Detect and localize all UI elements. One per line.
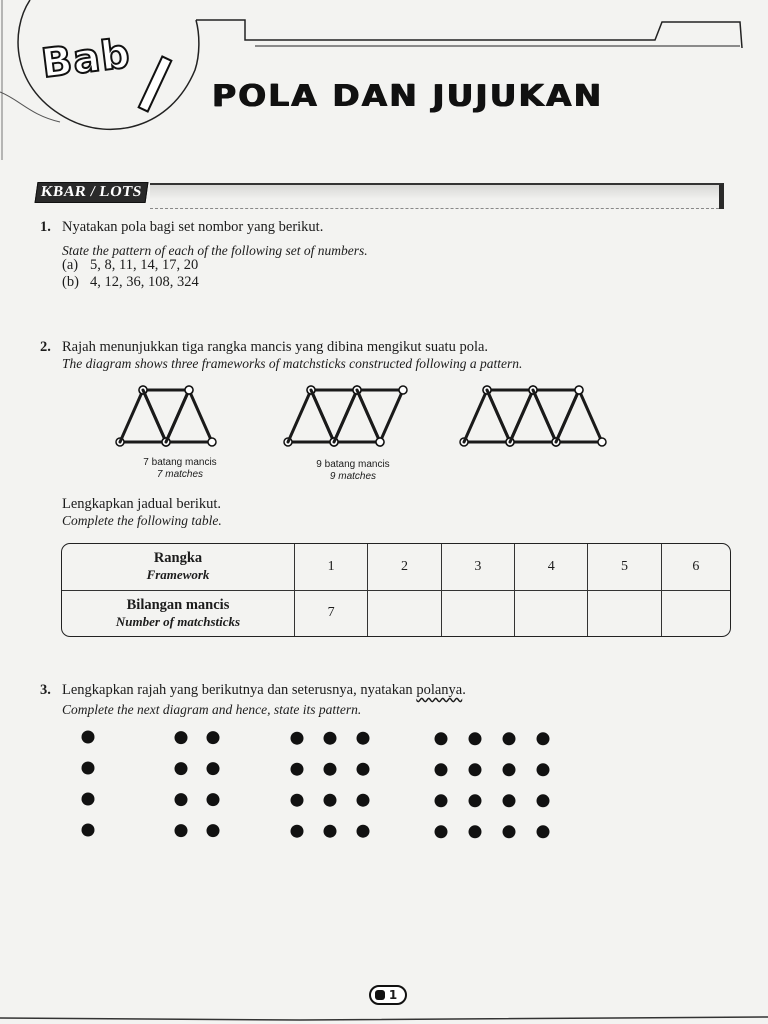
pattern-dot bbox=[291, 825, 304, 838]
pattern-dot bbox=[207, 731, 220, 744]
row-header-matchsticks bbox=[62, 590, 295, 636]
framework-cell: 5 bbox=[588, 544, 661, 590]
table-instruction-en: Complete the following table. bbox=[62, 513, 222, 528]
question-number: 1. bbox=[40, 219, 51, 235]
matchstick-head bbox=[399, 386, 407, 394]
pattern-dot bbox=[503, 763, 516, 776]
text-part: . bbox=[462, 682, 466, 698]
section-bar bbox=[150, 183, 724, 209]
pattern-dot bbox=[207, 824, 220, 837]
pattern-dot bbox=[503, 732, 516, 745]
pattern-dot bbox=[291, 763, 304, 776]
pattern-dot bbox=[357, 825, 370, 838]
header-en: Number of matchsticks bbox=[115, 613, 241, 629]
pattern-dot bbox=[435, 732, 448, 745]
question-number: 2. bbox=[40, 339, 51, 355]
matchstick bbox=[556, 390, 579, 442]
section-badge: KBAR / LOTS bbox=[35, 182, 148, 203]
header-ms: Bilangan mancis bbox=[126, 596, 230, 613]
pattern-dot bbox=[469, 763, 482, 776]
matchstick-table bbox=[61, 543, 731, 637]
item-text: 4, 12, 36, 108, 324 bbox=[90, 274, 199, 290]
table-row bbox=[62, 590, 730, 636]
matchstick bbox=[189, 390, 212, 442]
pattern-dot bbox=[82, 762, 95, 775]
matchstick-framework bbox=[460, 386, 606, 446]
question-1-item-b bbox=[62, 274, 199, 291]
pattern-dot bbox=[207, 762, 220, 775]
pattern-dot bbox=[324, 732, 337, 745]
chapter-label: Bab bbox=[38, 30, 134, 88]
matchstick bbox=[311, 390, 334, 442]
pattern-dot bbox=[324, 825, 337, 838]
caption-en: 7 matches bbox=[156, 469, 204, 480]
matchstick bbox=[357, 390, 380, 442]
matchstick-framework bbox=[284, 386, 407, 446]
page-number: 1 bbox=[388, 988, 398, 1002]
pattern-dot bbox=[503, 794, 516, 807]
pattern-dot bbox=[324, 794, 337, 807]
matchstick bbox=[166, 390, 189, 442]
table-instruction-ms: Lengkapkan jadual berikut. bbox=[62, 496, 222, 512]
page-title: POLA DAN JUJUKAN bbox=[212, 77, 604, 114]
caption-en: 9 matches bbox=[329, 471, 377, 482]
pattern-dot bbox=[207, 793, 220, 806]
matchstick bbox=[487, 390, 510, 442]
matchstick-count-cell[interactable] bbox=[661, 590, 730, 636]
pattern-dot bbox=[435, 825, 448, 838]
matchstick bbox=[143, 390, 166, 442]
question-1-item-a bbox=[62, 257, 198, 274]
pattern-dot bbox=[357, 763, 370, 776]
matchstick bbox=[579, 390, 602, 442]
matchstick-head bbox=[208, 438, 216, 446]
framework-cell: 6 bbox=[661, 544, 730, 590]
matchstick-count-cell[interactable] bbox=[441, 590, 514, 636]
dot-diagram bbox=[435, 732, 550, 838]
dot-diagram bbox=[175, 731, 220, 837]
pattern-dot bbox=[537, 763, 550, 776]
pattern-dot bbox=[175, 731, 188, 744]
item-label: (a) bbox=[62, 257, 79, 273]
matchstick-framework bbox=[116, 386, 216, 446]
header-ms: Rangka bbox=[153, 550, 203, 567]
text-part: Lengkapkan rajah yang berikutnya dan seterusnya, nyatakan bbox=[62, 682, 417, 698]
question-3-text-en: Complete the next diagram and hence, state its pattern. bbox=[62, 702, 362, 717]
row-header-framework bbox=[62, 544, 295, 590]
matchstick-frameworks bbox=[0, 380, 768, 460]
pattern-dot bbox=[175, 793, 188, 806]
question-number: 3. bbox=[40, 682, 51, 698]
pattern-dot bbox=[469, 794, 482, 807]
question-1-text-en: State the pattern of each of the following set of numbers. bbox=[62, 243, 368, 258]
matchstick-head bbox=[575, 386, 583, 394]
pattern-dot bbox=[82, 793, 95, 806]
pattern-dot bbox=[175, 824, 188, 837]
framework-cell: 2 bbox=[368, 544, 441, 590]
question-text-ms bbox=[62, 682, 466, 699]
pattern-dot bbox=[503, 825, 516, 838]
pattern-dot bbox=[469, 825, 482, 838]
bottom-edge bbox=[0, 1014, 768, 1024]
chapter-number bbox=[160, 60, 161, 61]
pattern-dot bbox=[469, 732, 482, 745]
item-text: 5, 8, 11, 14, 17, 20 bbox=[90, 257, 199, 273]
matchstick bbox=[288, 390, 311, 442]
question-2-text-en: The diagram shows three frameworks of matchsticks constructed following a pattern. bbox=[62, 356, 523, 371]
pattern-dot bbox=[537, 825, 550, 838]
matchstick bbox=[533, 390, 556, 442]
underlined-word: polanya bbox=[416, 682, 463, 698]
matchstick bbox=[120, 390, 143, 442]
framework-cell: 3 bbox=[441, 544, 514, 590]
pattern-dot bbox=[537, 732, 550, 745]
pattern-dot bbox=[291, 732, 304, 745]
table-row bbox=[62, 544, 730, 590]
matchstick-head bbox=[185, 386, 193, 394]
pattern-dot bbox=[435, 794, 448, 807]
matchstick-count-cell[interactable] bbox=[515, 590, 588, 636]
pattern-dot bbox=[82, 731, 95, 744]
matchstick-head bbox=[376, 438, 384, 446]
framework-cell: 1 bbox=[295, 544, 368, 590]
framework-1-caption bbox=[130, 457, 230, 481]
caption-ms: 7 batang mancis bbox=[143, 457, 217, 468]
matchstick bbox=[334, 390, 357, 442]
question-text-ms: Rajah menunjukkan tiga rangka mancis yang dibina mengikut suatu pola. bbox=[62, 339, 489, 355]
pattern-dot bbox=[435, 763, 448, 776]
item-label: (b) bbox=[62, 274, 79, 290]
dot-pattern-diagrams bbox=[0, 720, 768, 850]
matchstick-head bbox=[598, 438, 606, 446]
pattern-dot bbox=[291, 794, 304, 807]
pattern-dot bbox=[357, 732, 370, 745]
dot-diagram bbox=[82, 731, 95, 837]
dot-diagram bbox=[291, 732, 370, 838]
matchstick-count-cell[interactable] bbox=[588, 590, 661, 636]
matchstick-count-cell: 7 bbox=[295, 590, 368, 636]
matchstick bbox=[380, 390, 403, 442]
framework-cell: 4 bbox=[515, 544, 588, 590]
caption-ms: 9 batang mancis bbox=[316, 459, 390, 470]
question-text-ms: Nyatakan pola bagi set nombor yang berikut. bbox=[62, 219, 324, 235]
pattern-dot bbox=[357, 794, 370, 807]
header-en: Framework bbox=[146, 567, 210, 583]
framework-2-caption bbox=[303, 459, 403, 483]
matchstick bbox=[464, 390, 487, 442]
pattern-dot bbox=[537, 794, 550, 807]
page-number-badge bbox=[369, 985, 407, 1005]
pattern-dot bbox=[175, 762, 188, 775]
pattern-dot bbox=[82, 824, 95, 837]
pattern-dot bbox=[324, 763, 337, 776]
matchstick-count-cell[interactable] bbox=[368, 590, 441, 636]
matchstick bbox=[510, 390, 533, 442]
